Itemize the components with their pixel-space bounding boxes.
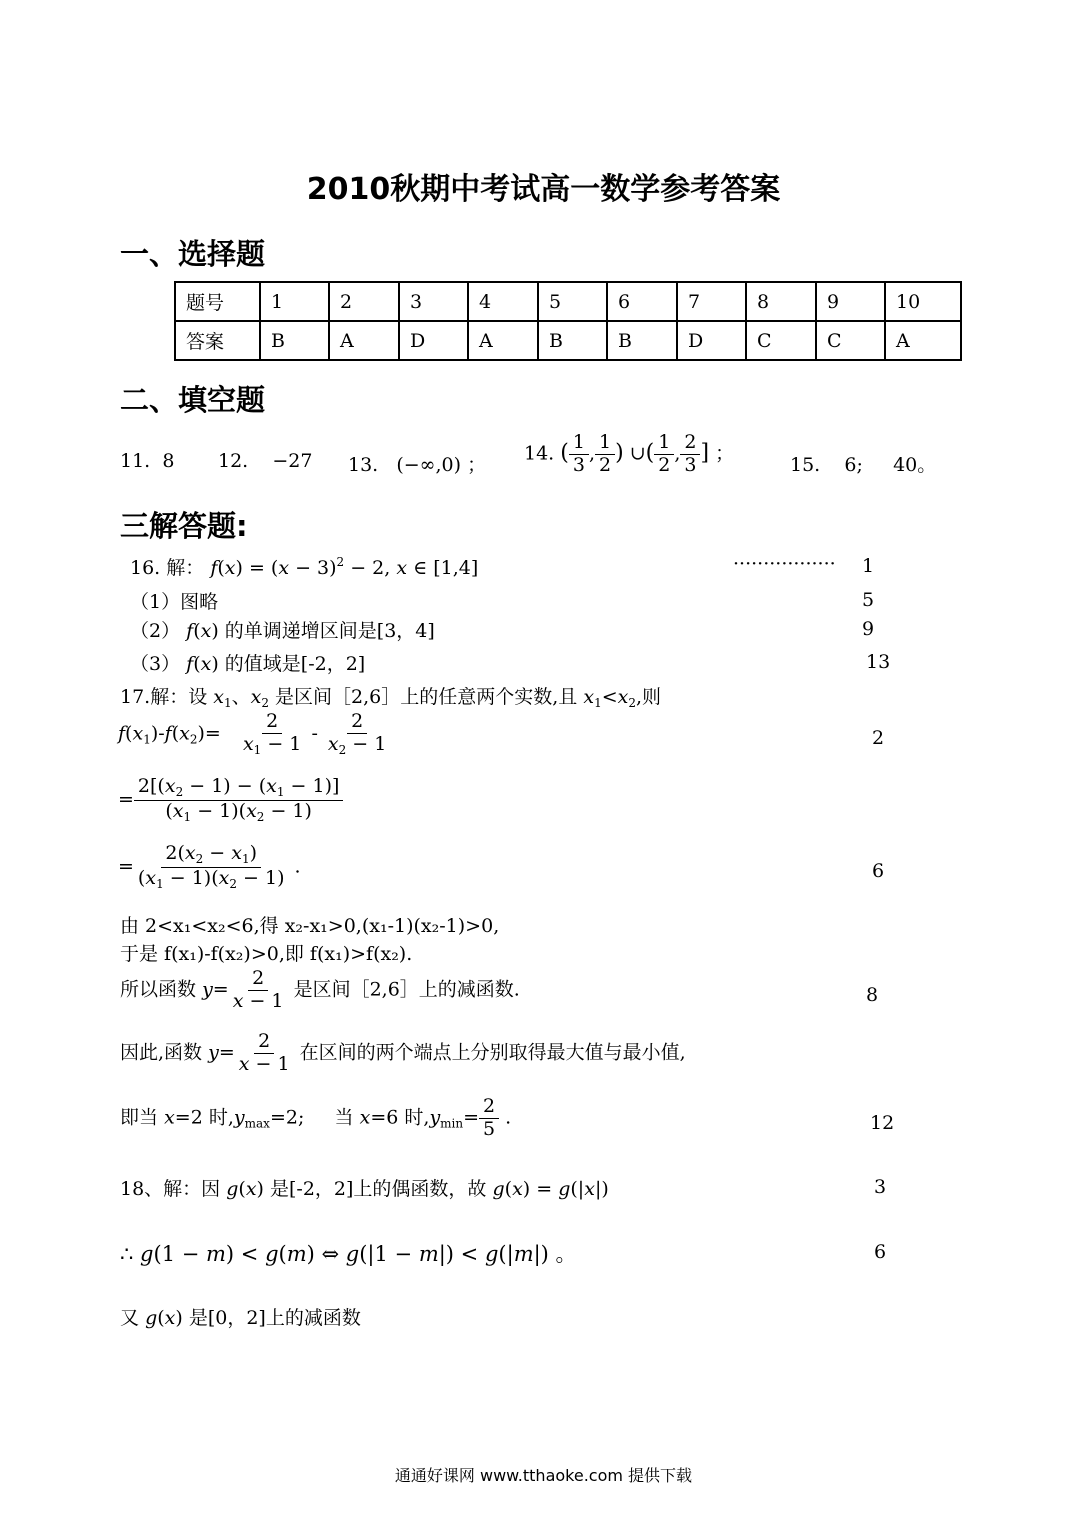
table-cell-answer: B <box>607 321 677 360</box>
table-cell-number: 7 <box>677 282 746 321</box>
q17-line-b: 于是 f(x₁)-f(x₂)>0,即 f(x₁)>f(x₂). <box>120 943 413 965</box>
score: 8 <box>866 984 879 1006</box>
q16-part2: （2） f(x) 的单调递增区间是[3，4] <box>130 620 435 642</box>
score: 3 <box>874 1176 887 1198</box>
score: 2 <box>872 727 885 749</box>
q17-line-d: 因此,函数 y= $\frac{2}{x - 1}$ 在区间的两个端点上分别取得最大值与最小值, <box>120 1030 686 1075</box>
answer-table <box>174 281 962 361</box>
score: 9 <box>862 618 875 640</box>
table-cell-number: 6 <box>607 282 677 321</box>
score: 5 <box>862 589 875 611</box>
score: 6 <box>872 860 885 882</box>
table-cell-answer: C <box>746 321 816 360</box>
q17-line-c: 所以函数 y= $\frac{2}{x - 1}$ 是区间［2,6］上的减函数. <box>120 967 520 1012</box>
table-cell-number: 10 <box>885 282 961 321</box>
q18-line3: 又 g(x) 是[0，2]上的减函数 <box>120 1307 361 1329</box>
table-row-numbers <box>175 282 961 321</box>
section-heading-fill: 二、填空题 <box>120 383 266 417</box>
table-cell-number: 4 <box>468 282 538 321</box>
q18-line1: 18、解：因 g(x) 是[-2，2]上的偶函数，故 g(x) = g(|x|) <box>120 1178 609 1200</box>
table-cell-answer: B <box>538 321 607 360</box>
score: 13 <box>866 651 891 673</box>
fill-q12: 12. −27 <box>218 450 313 472</box>
page-footer: 通通好课网 www.tthaoke.com 提供下载 <box>394 1466 693 1485</box>
q18-line2: ∴ g(1 − m) < g(m) ⇔ g(|1 − m|) < g(|m|) 。 <box>120 1242 577 1266</box>
q17-line-e: 即当 x=2 时$,y_{max}=2$; 当 x=6 时$,y_{min}=$ $\frac{2}{5}$ . <box>120 1095 512 1140</box>
table-cell-answer: C <box>816 321 885 360</box>
table-cell-number: 9 <box>816 282 885 321</box>
table-cell-answer: A <box>329 321 399 360</box>
score: 6 <box>874 1241 887 1263</box>
fill-q14: 14. ( $\frac{1}{3}$ , $\frac{1}{2}$ ) ∪( $\frac{1}{2}$ , $\frac{2}{3}$ ] ； <box>524 431 735 476</box>
q17-intro: 17.解：设 $x_1$、$x_2$ 是区间［2,6］上的任意两个实数,且 $x_1<x_2$,则 <box>120 686 662 710</box>
fill-q11: 11. 8 <box>120 450 175 472</box>
table-cell-number: 1 <box>260 282 329 321</box>
fill-q13: 13. (−∞,0) ； <box>348 454 487 476</box>
table-cell-number: 8 <box>746 282 816 321</box>
table-header-label: 题号 <box>175 282 260 321</box>
table-cell-answer: A <box>468 321 538 360</box>
table-cell-number: 3 <box>399 282 468 321</box>
score: 12 <box>870 1112 895 1134</box>
q16-part1: （1）图略 <box>130 591 219 613</box>
table-answer-label: 答案 <box>175 321 260 360</box>
page-title: 2010秋期中考试高一数学参考答案 <box>306 172 781 207</box>
q16-line: 16. 解： $f(x) = (x - 3)^2 - 2$, x ∈ [1,4] <box>130 555 479 579</box>
table-cell-number: 2 <box>329 282 399 321</box>
table-cell-answer: B <box>260 321 329 360</box>
section-heading-choice: 一、选择题 <box>120 237 266 271</box>
q17-line-a: 由 2<x₁<x₂<6,得 x₂-x₁>0,(x₁-1)(x₂-1)>0, <box>120 915 500 937</box>
table-cell-answer: D <box>677 321 746 360</box>
q17-step3: = $\frac{2(x_2 - x_1)}{(x_1 - 1)(x_2 - 1)}$ . <box>118 842 301 891</box>
score: 1 <box>862 555 875 577</box>
q16-part3: （3） f(x) 的值域是[-2，2] <box>130 653 366 675</box>
q17-step2: = $\frac{2[(x_2 - 1) - (x_1 - 1)]}{(x_1 - 1)(x_2 - 1)}$ <box>118 776 343 825</box>
q17-step1: $f(x_1)-f(x_2)=$ $\frac{2}{x_1 - 1}$ - $\frac{2}{x_2 - 1}$ <box>118 710 387 757</box>
section-heading-solutions: 三解答题: <box>120 509 248 543</box>
table-row-answers <box>175 321 961 360</box>
fill-q15: 15. 6; 40。 <box>790 454 937 476</box>
table-cell-answer: A <box>885 321 961 360</box>
table-cell-number: 5 <box>538 282 607 321</box>
q16-dots: ················· <box>733 553 836 575</box>
table-cell-answer: D <box>399 321 468 360</box>
